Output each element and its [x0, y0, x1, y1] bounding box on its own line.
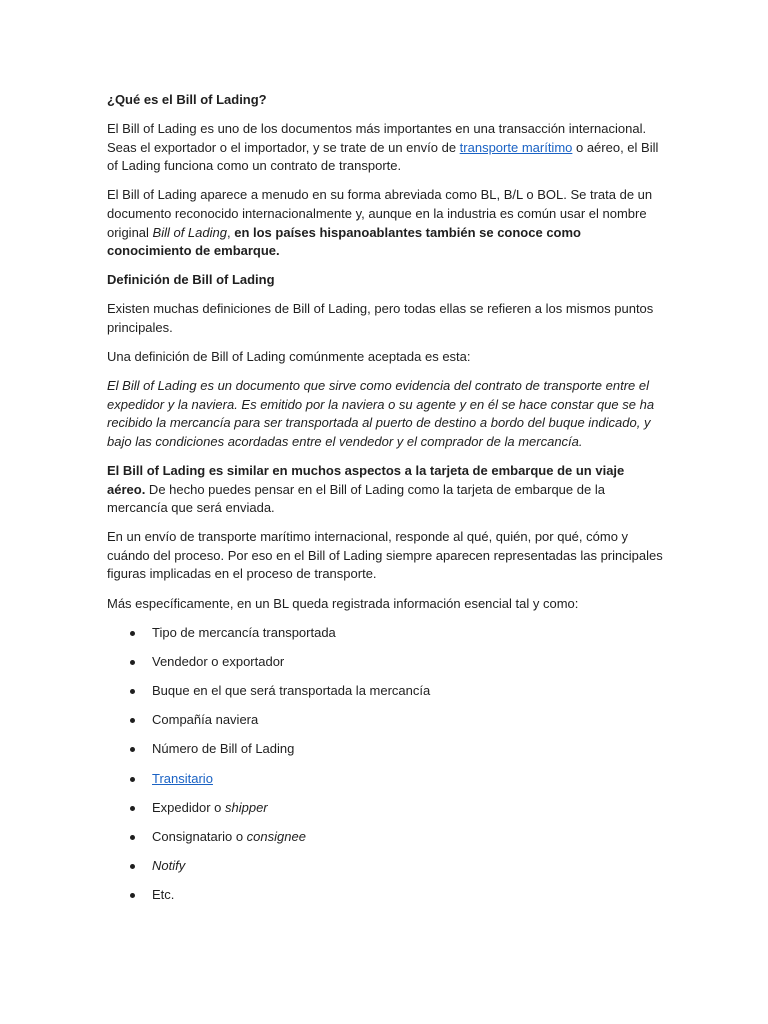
list-item [107, 770, 663, 799]
info-list [107, 624, 663, 916]
list-item [107, 653, 663, 682]
bullet-icon [130, 777, 135, 782]
list-item-text: Buque en el que será transportada la mercancía [152, 683, 431, 699]
bullet-icon [130, 864, 135, 869]
list-item-text: Número de Bill of Lading [152, 741, 295, 757]
list-item [107, 682, 663, 711]
intro-text-b: o aéreo, el Bill of Lading funciona como un contrato de transporte. [107, 139, 659, 174]
list-item-italic: shipper [225, 799, 268, 815]
list-item [107, 857, 663, 886]
abbreviation-italic: Bill of Lading [152, 224, 227, 240]
definitions-paragraph: Existen muchas definiciones de Bill of Lading, pero todas ellas se refieren a los mismos puntos principales. [107, 301, 654, 335]
boarding-pass-bold: El Bill of Lading es similar en muchos aspectos a la tarjeta de embarque de un viaje aéreo. [107, 463, 625, 497]
document-body [107, 91, 663, 916]
definition-quote-text: El Bill of Lading es un documento que sirve como evidencia del contrato de transporte entre el expedidor y la naviera. Es emitido por la naviera o su agente y en él se hace constar que se ha recibido la mercancía para ser transportada al puerto de destino a bordo del buque indicado, y bajo las condiciones acordadas entre el vendedor y el comprador de la mercancía. [107, 378, 655, 449]
list-item-text: Tipo de mercancía transportada [152, 624, 336, 640]
abbreviation-text-a: El Bill of Lading aparece a menudo en su forma abreviada como BL, B/L o BOL. Se trata de un documento reconocido internacionalmente y, aunque en la industria es común usar el nombre original [107, 187, 653, 240]
boarding-pass-paragraph [107, 462, 663, 518]
intro-text-a: El Bill of Lading es uno de los documentos más importantes en una transacción internacional. Seas el exportador o el importador, y se trate de un envío de [107, 121, 647, 155]
list-item [107, 886, 663, 915]
transporte-maritimo-link[interactable]: transporte marítimo [459, 139, 573, 155]
bullet-icon [130, 806, 135, 811]
abbreviation-paragraph [107, 186, 663, 260]
list-item [107, 624, 663, 653]
boarding-pass-text: De hecho puedes pensar en el Bill of Lading como la tarjeta de embarque de la mercancía que será enviada. [107, 481, 605, 516]
list-item [107, 711, 663, 740]
list-item-italic: consignee [246, 828, 306, 844]
bullet-icon [130, 689, 135, 694]
bullet-icon [130, 660, 135, 665]
list-item-text: Etc. [152, 887, 175, 903]
intro-paragraph [107, 120, 663, 176]
list-item [107, 828, 663, 857]
accepted-definition-intro: Una definición de Bill of Lading comúnmente aceptada es esta: [107, 349, 471, 365]
page-title: ¿Qué es el Bill of Lading? [107, 92, 267, 107]
section-heading: Definición de Bill of Lading [107, 272, 275, 288]
abbreviation-bold: en los países hispanoablantes también se conoce como conocimiento de embarque. [107, 224, 581, 259]
list-item-text: Expedidor o [152, 799, 225, 815]
list-item-text: Vendedor o exportador [152, 653, 285, 669]
bullet-icon [130, 747, 135, 752]
bullet-icon [130, 835, 135, 840]
definition-quote [107, 377, 663, 451]
transitario-link[interactable]: Transitario [152, 770, 213, 786]
abbreviation-text-b: , [226, 224, 235, 240]
process-paragraph: En un envío de transporte marítimo internacional, responde al qué, quién, por qué, cómo y cuándo del proceso. Por eso en el Bill of Lading siempre aparecen representadas las principales figuras implicadas en el proceso de transporte. [107, 529, 663, 582]
list-item [107, 740, 663, 769]
list-intro-paragraph: Más específicamente, en un BL queda registrada información esencial tal y como: [107, 595, 579, 611]
bullet-icon [130, 631, 135, 636]
list-item-italic: Notify [152, 858, 186, 874]
list-item-text: Compañía naviera [152, 712, 259, 728]
bullet-icon [130, 718, 135, 723]
list-item-text: Consignatario o [152, 828, 247, 844]
bullet-icon [130, 893, 135, 898]
list-item [107, 799, 663, 828]
